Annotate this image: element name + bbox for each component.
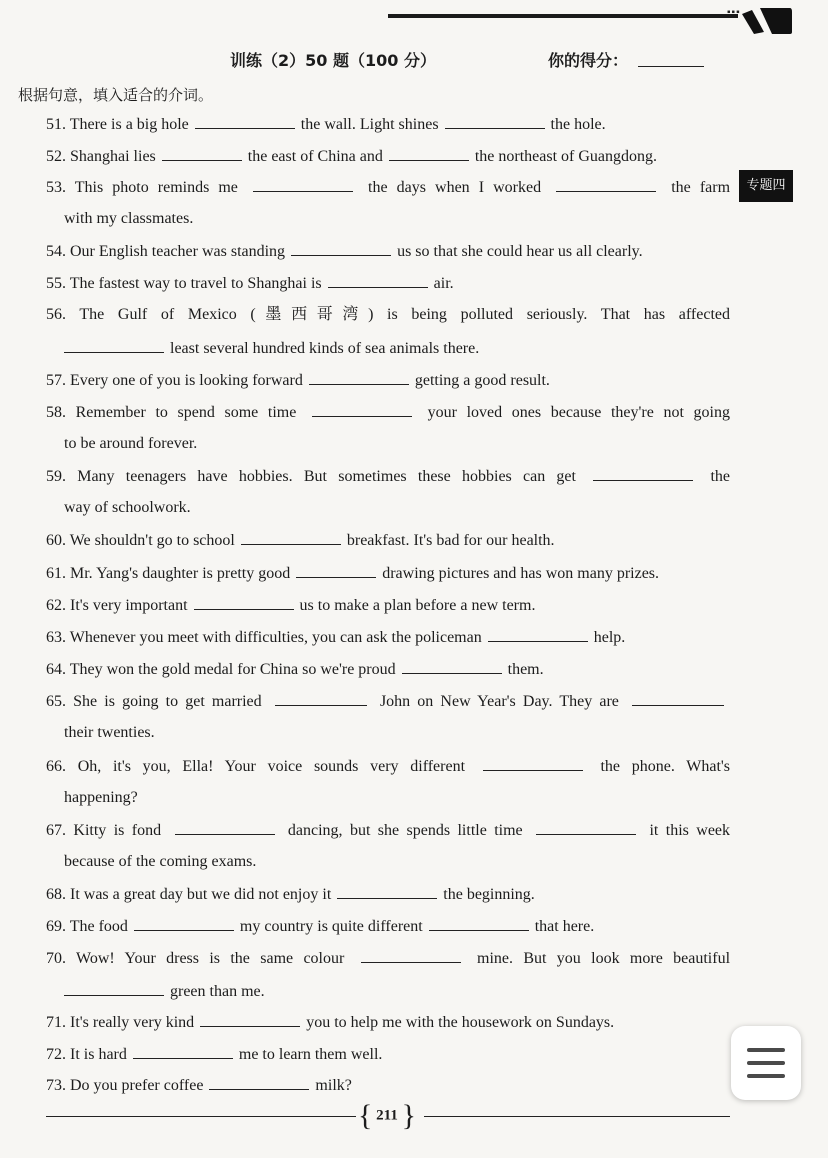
answer-blank[interactable] — [429, 916, 529, 931]
answer-blank[interactable] — [162, 146, 242, 161]
answer-blank[interactable] — [194, 595, 294, 610]
question-70: 70. Wow! Your dress is the same colour mine. But you look more beautiful — [46, 950, 731, 967]
question-66-continued: happening? — [64, 789, 138, 806]
answer-blank[interactable] — [175, 820, 275, 835]
worksheet-header — [230, 48, 710, 72]
answer-blank[interactable] — [296, 563, 376, 578]
answer-blank[interactable] — [309, 370, 409, 385]
question-57: 57. Every one of you is looking forward getting a good result. — [46, 372, 550, 389]
answer-blank[interactable] — [195, 114, 295, 129]
question-71: 71. It's really very kind you to help me with the housework on Sundays. — [46, 1014, 615, 1031]
question-59-continued: way of schoolwork. — [64, 499, 191, 516]
answer-blank[interactable] — [64, 981, 164, 996]
answer-blank[interactable] — [291, 241, 391, 256]
answer-blank[interactable] — [64, 338, 164, 353]
question-58: 58. Remember to spend some time your loved ones because they're not going — [46, 404, 731, 421]
answer-blank[interactable] — [312, 402, 412, 417]
answer-blank[interactable] — [209, 1075, 309, 1090]
question-66: 66. Oh, it's you, Ella! Your voice sounds very different the phone. What's — [46, 758, 731, 775]
floating-menu-button[interactable] — [731, 1026, 801, 1100]
question-62: 62. It's very important us to make a plan before a new term. — [46, 597, 536, 614]
question-67-continued: because of the coming exams. — [64, 853, 257, 870]
answer-blank[interactable] — [632, 691, 724, 706]
score-blank[interactable] — [638, 66, 704, 67]
question-52: 52. Shanghai lies the east of China and the northeast of Guangdong. — [46, 148, 658, 165]
answer-blank[interactable] — [536, 820, 636, 835]
answer-blank[interactable] — [328, 273, 428, 288]
question-70-continued: green than me. — [64, 981, 730, 1002]
footer-rule-right — [424, 1116, 730, 1117]
answer-blank[interactable] — [593, 466, 693, 481]
question-58-continued: to be around forever. — [64, 435, 198, 452]
question-65: 65. She is going to get married John on New Year's Day. They are — [46, 691, 730, 712]
answer-blank[interactable] — [241, 530, 341, 545]
answer-blank[interactable] — [200, 1012, 300, 1027]
corner-decoration-icon — [742, 6, 792, 36]
question-51: 51. There is a big hole the wall. Light shines the hole. — [46, 116, 606, 133]
footer-rule-left — [46, 1116, 356, 1117]
question-67: 67. Kitty is fond dancing, but she spends little time it this week — [46, 822, 731, 839]
answer-blank[interactable] — [253, 177, 353, 192]
answer-blank[interactable] — [483, 756, 583, 771]
question-65-continued: their twenties. — [64, 724, 155, 741]
answer-blank[interactable] — [361, 948, 461, 963]
brace-right-icon: } — [401, 1099, 416, 1132]
brace-left-icon: { — [358, 1099, 373, 1132]
question-59: 59. Many teenagers have hobbies. But sometimes these hobbies can get the — [46, 468, 730, 485]
answer-blank[interactable] — [133, 1044, 233, 1059]
answer-blank[interactable] — [134, 916, 234, 931]
answer-blank[interactable] — [337, 884, 437, 899]
question-53: 53. This photo reminds me the days when I worked the farm — [46, 179, 731, 196]
answer-blank[interactable] — [402, 659, 502, 674]
question-56: 56. The Gulf of Mexico (墨西哥湾) is being polluted seriously. That has affected — [46, 306, 730, 323]
answer-blank[interactable] — [556, 177, 656, 192]
question-55: 55. The fastest way to travel to Shanghai is air. — [46, 275, 454, 292]
answer-blank[interactable] — [275, 691, 367, 706]
question-64: 64. They won the gold medal for China so we're proud them. — [46, 661, 544, 678]
answer-blank[interactable] — [445, 114, 545, 129]
question-72: 72. It is hard me to learn them well. — [46, 1046, 383, 1063]
question-63: 63. Whenever you meet with difficulties, you can ask the policeman help. — [46, 629, 626, 646]
question-61: 61. Mr. Yang's daughter is pretty good drawing pictures and has won many prizes. — [46, 565, 660, 582]
answer-blank[interactable] — [488, 627, 588, 642]
question-73: 73. Do you prefer coffee milk? — [46, 1077, 352, 1094]
top-decorative-rule — [388, 14, 738, 18]
answer-blank[interactable] — [389, 146, 469, 161]
top-decorative-dots: ▪▪▪ — [727, 7, 741, 18]
question-56-continued: least several hundred kinds of sea animals there. — [64, 338, 730, 359]
instruction-text: 根据句意，填入适合的介词。 — [18, 86, 214, 104]
question-68: 68. It was a great day but we did not enjoy it the beginning. — [46, 886, 535, 903]
worksheet-title: 训练（2）50 题（100 分） — [230, 51, 436, 70]
question-69: 69. The food my country is quite different that here. — [46, 918, 595, 935]
score-label: 你的得分： — [548, 51, 629, 70]
question-53-continued: with my classmates. — [64, 210, 194, 227]
question-54: 54. Our English teacher was standing us so that she could hear us all clearly. — [46, 243, 643, 260]
question-60: 60. We shouldn't go to school breakfast. It's bad for our health. — [46, 532, 555, 549]
chapter-side-tab: 专题四 — [739, 170, 793, 202]
page-number: { 211 } — [358, 1099, 416, 1132]
